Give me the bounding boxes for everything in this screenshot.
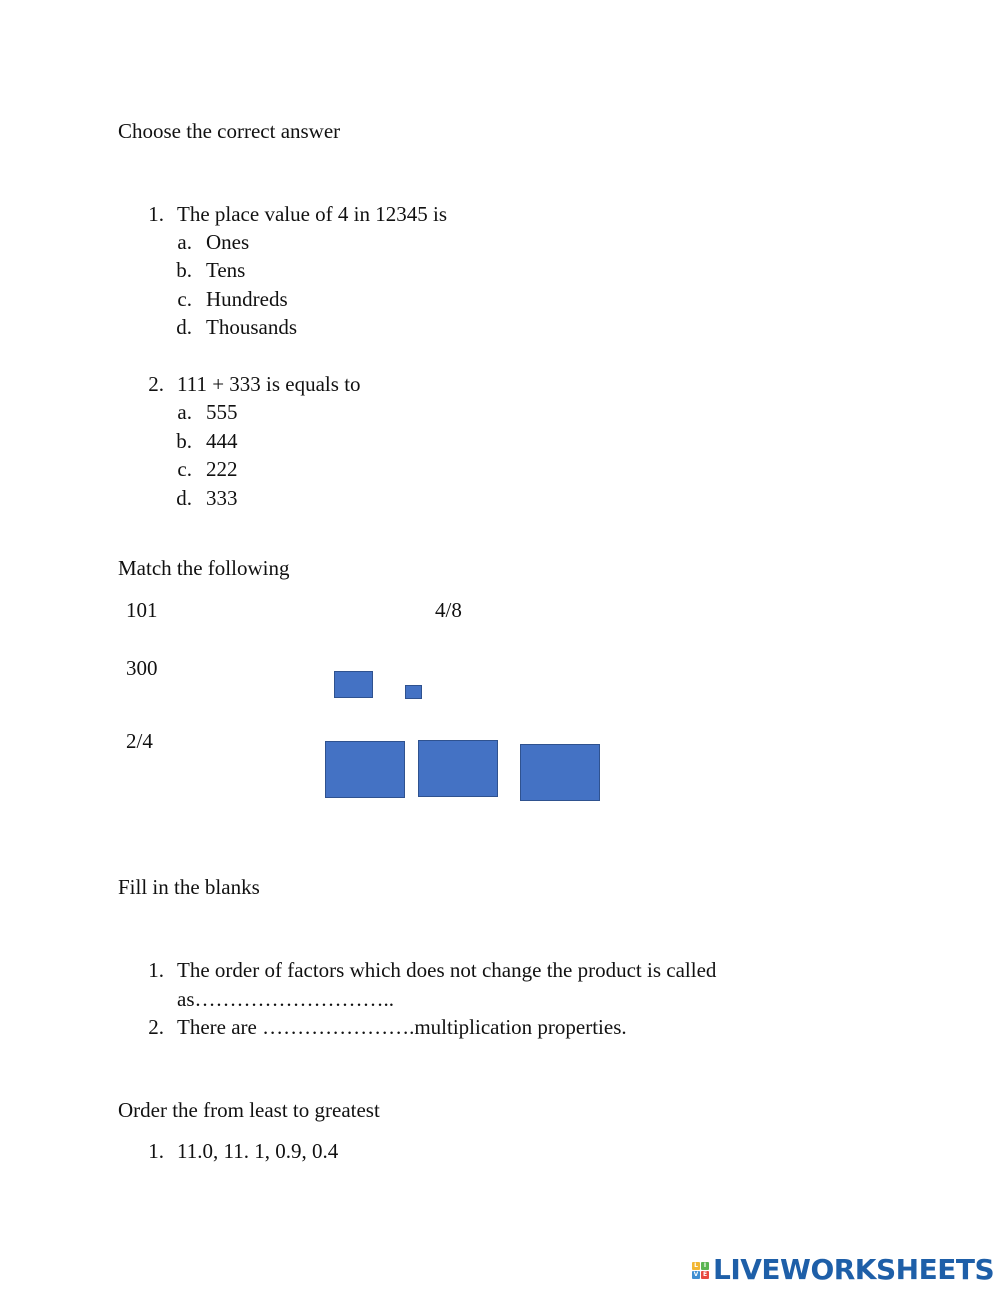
item-text: There are ………………….multiplication properties. — [177, 1015, 627, 1039]
section-heading-match: Match the following — [118, 556, 290, 580]
item-number: 1. — [148, 958, 164, 982]
liveworksheets-logo — [692, 1252, 994, 1288]
option-letter: a. — [177, 400, 192, 424]
question-number: 2. — [148, 372, 164, 396]
section-heading-fill: Fill in the blanks — [118, 875, 260, 899]
section-heading-order: Order the from least to greatest — [118, 1098, 380, 1122]
option-text: 222 — [206, 457, 238, 481]
answer-drop-box[interactable] — [325, 741, 405, 798]
match-left-item: 300 — [126, 656, 158, 680]
item-number: 1. — [148, 1139, 164, 1163]
answer-drop-box[interactable] — [405, 685, 422, 699]
option-letter: d. — [176, 315, 192, 339]
option-letter: b. — [176, 429, 192, 453]
option-letter: c. — [177, 287, 192, 311]
option-letter: d. — [176, 486, 192, 510]
item-text-continued: as……………………….. — [177, 987, 394, 1011]
option-text: Ones — [206, 230, 250, 254]
option-letter: a. — [177, 230, 192, 254]
answer-drop-box[interactable] — [520, 744, 600, 801]
section-heading-mcq: Choose the correct answer — [118, 119, 341, 143]
option-text: 333 — [206, 486, 238, 510]
logo-tile: V — [693, 1270, 699, 1278]
answer-drop-box[interactable] — [334, 671, 373, 698]
option-text: Hundreds — [206, 287, 288, 311]
option-letter: b. — [176, 258, 192, 282]
match-left-item: 2/4 — [126, 729, 153, 753]
logo-tile: L — [692, 1262, 700, 1270]
option-text: Tens — [206, 258, 246, 282]
item-number: 2. — [148, 1015, 164, 1039]
question-text: The place value of 4 in 12345 is — [177, 202, 448, 226]
item-text: The order of factors which does not change the product is called — [177, 958, 717, 982]
question-number: 1. — [148, 202, 164, 226]
liveworksheets-brand-text: LIVEWORKSHEETS — [713, 1253, 995, 1286]
answer-drop-box[interactable] — [418, 740, 498, 797]
option-letter: c. — [177, 457, 192, 481]
option-text: 444 — [206, 429, 238, 453]
item-text: 11.0, 11. 1, 0.9, 0.4 — [177, 1139, 339, 1163]
logo-tile: E — [702, 1270, 708, 1278]
option-text: Thousands — [206, 315, 297, 339]
liveworksheets-logo-icon — [692, 1262, 709, 1279]
match-left-item: 101 — [126, 598, 158, 622]
question-text: 111 + 333 is equals to — [177, 372, 361, 396]
option-text: 555 — [206, 400, 238, 424]
logo-tile: I — [701, 1262, 709, 1270]
match-right-item: 4/8 — [435, 598, 462, 622]
